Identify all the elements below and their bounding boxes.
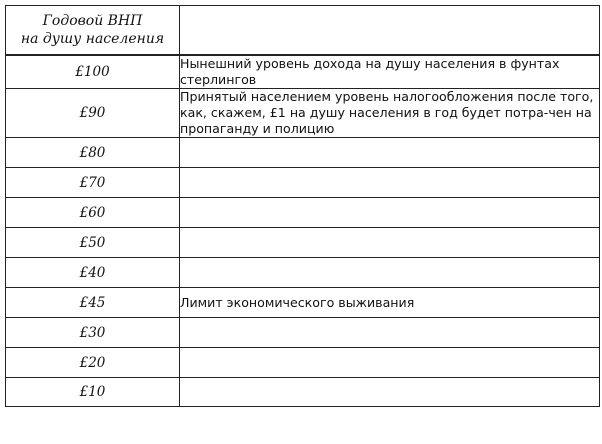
description-cell: Принятый населением уровень налогообложения после того, как, скажем, £1 на душу населения в год будет потра-чен на пропаганду и полицию <box>180 89 600 138</box>
description-cell <box>180 228 600 258</box>
table-header-row <box>6 6 600 56</box>
table-row <box>6 378 600 407</box>
gnp-value-cell: £60 <box>6 198 180 228</box>
description-cell <box>180 198 600 228</box>
table-row <box>6 258 600 288</box>
table-row <box>6 138 600 168</box>
gnp-value-cell: £20 <box>6 348 180 378</box>
table-row <box>6 89 600 138</box>
description-cell <box>180 168 600 198</box>
description-cell <box>180 138 600 168</box>
gnp-value-cell: £80 <box>6 138 180 168</box>
description-cell <box>180 318 600 348</box>
description-cell <box>180 378 600 407</box>
description-cell <box>180 258 600 288</box>
gnp-value-cell: £30 <box>6 318 180 348</box>
gnp-value-cell: £90 <box>6 89 180 138</box>
gnp-value-cell: £100 <box>6 55 180 89</box>
gnp-table <box>5 5 600 407</box>
table-row <box>6 318 600 348</box>
table-row <box>6 55 600 89</box>
table-row <box>6 168 600 198</box>
gnp-value-cell: £45 <box>6 288 180 318</box>
header-description <box>180 6 600 56</box>
header-gnp-line1: Годовой ВНП <box>42 13 143 29</box>
gnp-value-cell: £70 <box>6 168 180 198</box>
description-cell <box>180 348 600 378</box>
table-row <box>6 288 600 318</box>
header-gnp-per-capita <box>6 6 180 56</box>
description-cell: Лимит экономического выживания <box>180 288 600 318</box>
gnp-value-cell: £50 <box>6 228 180 258</box>
table-row <box>6 198 600 228</box>
table-row <box>6 228 600 258</box>
header-gnp-line2: на душу населения <box>20 31 165 47</box>
table-row <box>6 348 600 378</box>
description-cell: Нынешний уровень дохода на душу населения в фунтах стерлингов <box>180 55 600 89</box>
gnp-value-cell: £40 <box>6 258 180 288</box>
gnp-value-cell: £10 <box>6 378 180 407</box>
